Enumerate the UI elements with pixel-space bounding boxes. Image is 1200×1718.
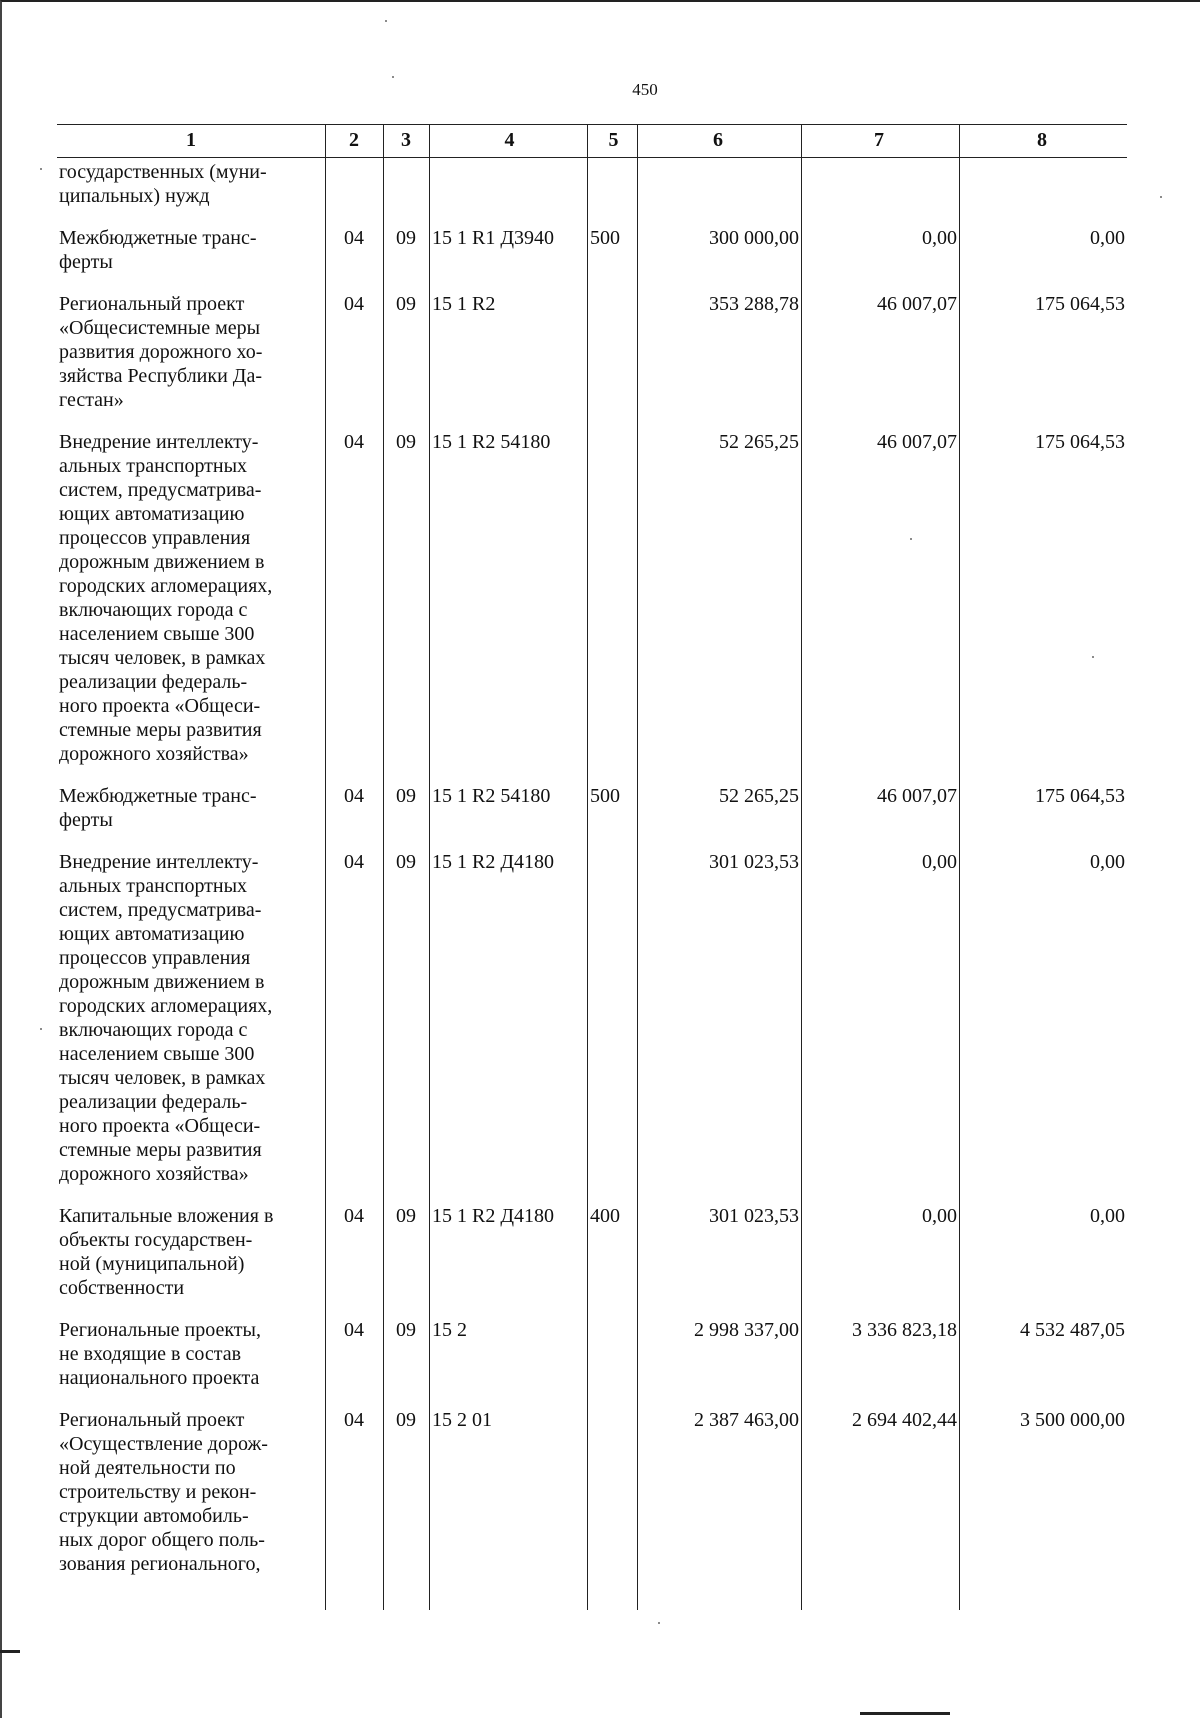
row-name-cell: Капитальные вложения в объекты государствен- ной (муниципальной) собственности bbox=[59, 1205, 274, 1299]
section-code-cell: 04 bbox=[344, 1319, 364, 1341]
page-number: 450 bbox=[632, 80, 658, 99]
amount-year2-cell: 3 336 823,18 bbox=[852, 1319, 957, 1341]
column-header: 4 bbox=[504, 129, 515, 151]
table-row bbox=[57, 292, 1127, 412]
amount-year2-cell: 46 007,07 bbox=[877, 431, 957, 453]
subsection-code-cell: 09 bbox=[396, 227, 416, 249]
table-row bbox=[57, 160, 1127, 208]
column-header: 6 bbox=[713, 129, 723, 151]
table-body bbox=[57, 160, 1127, 1576]
amount-year2-cell: 0,00 bbox=[922, 851, 957, 873]
expense-type-cell bbox=[587, 1318, 637, 1390]
table-row bbox=[57, 1204, 1127, 1300]
table-row bbox=[57, 1408, 1127, 1576]
amount-year3-cell: 175 064,53 bbox=[1035, 785, 1125, 807]
row-name-cell: государственных (муни- ципальных) нужд bbox=[59, 161, 267, 207]
expense-type-cell: 400 bbox=[590, 1205, 620, 1227]
amount-year1-cell: 2 998 337,00 bbox=[694, 1319, 799, 1341]
expense-type-cell bbox=[587, 1408, 637, 1576]
subsection-code-cell: 09 bbox=[396, 1409, 416, 1431]
scan-speck bbox=[40, 168, 42, 170]
amount-year1-cell: 301 023,53 bbox=[709, 851, 799, 873]
amount-year3-cell: 0,00 bbox=[1090, 851, 1125, 873]
section-code-cell: 04 bbox=[344, 293, 364, 315]
amount-year1-cell: 2 387 463,00 bbox=[694, 1409, 799, 1431]
amount-year2-cell: 2 694 402,44 bbox=[852, 1409, 957, 1431]
column-header: 8 bbox=[1037, 129, 1047, 151]
scan-speck bbox=[392, 76, 394, 78]
target-article-cell: 15 1 R1 Д3940 bbox=[432, 227, 554, 249]
target-article-cell: 15 1 R2 Д4180 bbox=[432, 851, 554, 873]
target-article-cell: 15 1 R2 54180 bbox=[432, 431, 551, 453]
amount-year1-cell: 300 000,00 bbox=[709, 227, 799, 249]
row-name-cell: Региональный проект «Общесистемные меры развития дорожного хо- зяйства Республики Да- гестан» bbox=[59, 293, 263, 411]
expense-type-cell bbox=[587, 430, 637, 766]
section-code-cell: 04 bbox=[344, 851, 364, 873]
column-header: 7 bbox=[874, 129, 884, 151]
section-code-cell: 04 bbox=[344, 431, 364, 453]
expense-type-cell bbox=[587, 850, 637, 1186]
expense-type-cell: 500 bbox=[590, 227, 620, 249]
subsection-code-cell: 09 bbox=[396, 851, 416, 873]
scan-speck bbox=[385, 20, 387, 22]
target-article-cell: 15 2 01 bbox=[432, 1409, 492, 1431]
scan-speck bbox=[1092, 656, 1094, 658]
column-header: 2 bbox=[349, 129, 359, 151]
subsection-code-cell: 09 bbox=[396, 785, 416, 807]
subsection-code-cell: 09 bbox=[396, 431, 416, 453]
amount-year1-cell: 301 023,53 bbox=[709, 1205, 799, 1227]
section-code-cell: 04 bbox=[344, 227, 364, 249]
section-code-cell bbox=[325, 160, 383, 208]
amount-year3-cell: 175 064,53 bbox=[1035, 431, 1125, 453]
subsection-code-cell: 09 bbox=[396, 1205, 416, 1227]
section-code-cell: 04 bbox=[344, 785, 364, 807]
subsection-code-cell: 09 bbox=[396, 1319, 416, 1341]
amount-year2-cell: 46 007,07 bbox=[877, 785, 957, 807]
expense-type-cell bbox=[587, 160, 637, 208]
scan-speck bbox=[1160, 196, 1162, 198]
amount-year1-cell bbox=[637, 160, 801, 208]
row-name-cell: Межбюджетные транс- ферты bbox=[59, 785, 257, 831]
amount-year3-cell: 0,00 bbox=[1090, 227, 1125, 249]
row-name-cell: Межбюджетные транс- ферты bbox=[59, 227, 257, 273]
amount-year1-cell: 52 265,25 bbox=[719, 431, 799, 453]
amount-year3-cell: 0,00 bbox=[1090, 1205, 1125, 1227]
scan-edge-mark bbox=[860, 1712, 950, 1715]
amount-year3-cell: 3 500 000,00 bbox=[1020, 1409, 1125, 1431]
table-row bbox=[57, 850, 1127, 1186]
expense-type-cell bbox=[587, 292, 637, 412]
row-name-cell: Внедрение интеллекту- альных транспортных систем, предусматрива- ющих автоматизацию процессов управления дорожным движением в городских агломерациях, включающих города с населением свыше 300 тысяч человек, в рамках реализации федераль- ного проекта «Общеси- стемные меры развития дорожного хозяйства» bbox=[59, 851, 273, 1185]
target-article-cell: 15 1 R2 54180 bbox=[432, 785, 551, 807]
scan-speck bbox=[40, 1028, 42, 1030]
row-name-cell: Внедрение интеллекту- альных транспортных систем, предусматрива- ющих автоматизацию процессов управления дорожным движением в городских агломерациях, включающих города с населением свыше 300 тысяч человек, в рамках реализации федераль- ного проекта «Общеси- стемные меры развития дорожного хозяйства» bbox=[59, 431, 273, 765]
target-article-cell: 15 2 bbox=[432, 1319, 467, 1341]
section-code-cell: 04 bbox=[344, 1205, 364, 1227]
subsection-code-cell: 09 bbox=[396, 293, 416, 315]
scan-speck bbox=[658, 1622, 660, 1624]
budget-table bbox=[57, 124, 1127, 1576]
table-row bbox=[57, 1318, 1127, 1390]
expense-type-cell: 500 bbox=[590, 785, 620, 807]
target-article-cell bbox=[429, 160, 587, 208]
table-row bbox=[57, 430, 1127, 766]
table-header-row bbox=[57, 124, 1127, 158]
row-name-cell: Региональный проект «Осуществление дорож- ной деятельности по строительству и рекон- струкции автомобиль- ных дорог общего поль- зования регионального, bbox=[59, 1409, 268, 1575]
column-header: 5 bbox=[608, 129, 619, 151]
amount-year2-cell: 0,00 bbox=[922, 1205, 957, 1227]
target-article-cell: 15 1 R2 bbox=[432, 293, 496, 315]
amount-year1-cell: 52 265,25 bbox=[719, 785, 799, 807]
scan-speck bbox=[910, 538, 912, 540]
table-row bbox=[57, 226, 1127, 274]
amount-year2-cell bbox=[801, 160, 959, 208]
amount-year1-cell: 353 288,78 bbox=[709, 293, 799, 315]
column-header: 1 bbox=[186, 129, 196, 151]
amount-year3-cell: 175 064,53 bbox=[1035, 293, 1125, 315]
scan-edge-mark bbox=[0, 1650, 20, 1653]
section-code-cell: 04 bbox=[344, 1409, 364, 1431]
column-header: 3 bbox=[401, 129, 411, 151]
table-row bbox=[57, 784, 1127, 832]
target-article-cell: 15 1 R2 Д4180 bbox=[432, 1205, 554, 1227]
row-name-cell: Региональные проекты, не входящие в состав национального проекта bbox=[59, 1319, 261, 1389]
subsection-code-cell bbox=[383, 160, 429, 208]
amount-year3-cell: 4 532 487,05 bbox=[1020, 1319, 1125, 1341]
amount-year2-cell: 46 007,07 bbox=[877, 293, 957, 315]
amount-year3-cell bbox=[959, 160, 1127, 208]
amount-year2-cell: 0,00 bbox=[922, 227, 957, 249]
